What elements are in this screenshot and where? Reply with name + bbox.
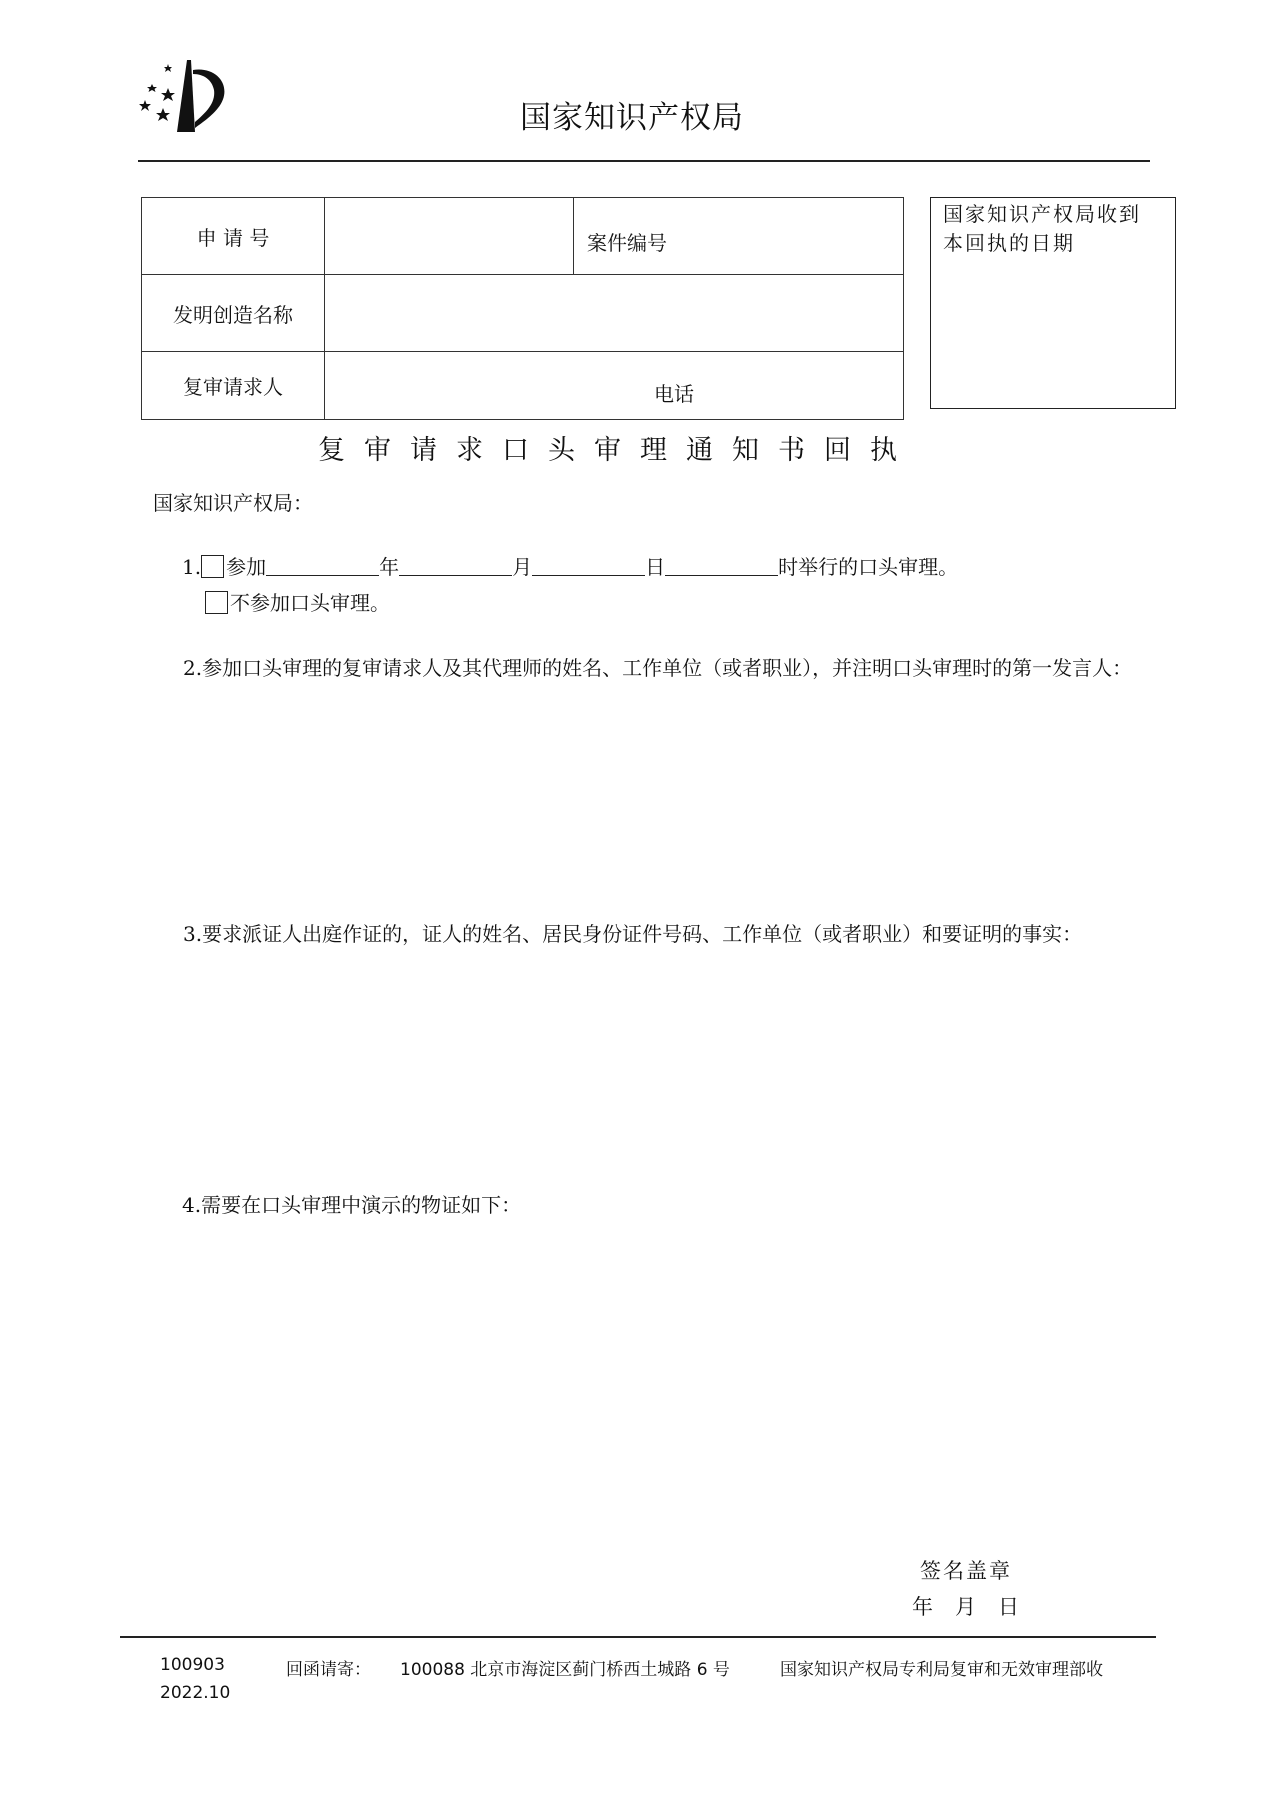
org-title: 国家知识产权局 bbox=[520, 100, 744, 136]
signature-day: 日 bbox=[998, 1595, 1019, 1619]
item4-text: 4.需要在口头审理中演示的物证如下： bbox=[182, 1193, 522, 1217]
receipt-date-label-line1: 国家知识产权局收到 bbox=[943, 202, 1141, 226]
signature-month: 月 bbox=[955, 1595, 976, 1619]
return-label: 回函请寄： bbox=[286, 1660, 371, 1680]
attend-checkbox[interactable] bbox=[201, 555, 224, 578]
invention-name-field[interactable] bbox=[325, 275, 904, 352]
case-no-label: 案件编号 bbox=[587, 230, 667, 255]
hour-suffix: 时举行的口头审理。 bbox=[778, 555, 959, 579]
year-blank[interactable] bbox=[266, 555, 379, 576]
signature-label: 签名盖章 bbox=[920, 1559, 1012, 1583]
not-attend-label: 不参加口头审理。 bbox=[230, 591, 390, 615]
cnipa-logo-icon bbox=[138, 58, 233, 132]
footer-divider bbox=[120, 1636, 1156, 1638]
salutation: 国家知识产权局： bbox=[153, 491, 313, 515]
attend-label: 参加 bbox=[226, 555, 267, 579]
day-blank[interactable] bbox=[532, 555, 645, 576]
return-recipient: 国家知识产权局专利局复审和无效审理部收 bbox=[780, 1660, 1103, 1680]
form-date: 2022.10 bbox=[160, 1683, 231, 1703]
application-no-field[interactable] bbox=[325, 198, 574, 275]
invention-name-label: 发明创造名称 bbox=[142, 275, 325, 352]
month-label: 月 bbox=[512, 555, 533, 579]
item1-number: 1. bbox=[182, 555, 202, 579]
form-code: 100903 bbox=[160, 1655, 225, 1675]
case-no-field[interactable] bbox=[574, 198, 904, 275]
document-title: 复审请求口头审理通知书回执 bbox=[318, 435, 916, 466]
hour-blank[interactable] bbox=[665, 555, 778, 576]
item3-text: 3.要求派证人出庭作证的，证人的姓名、居民身份证件号码、工作单位（或者职业）和要证明的事实： bbox=[183, 922, 1083, 946]
receipt-date-label-line2: 本回执的日期 bbox=[943, 231, 1075, 255]
return-address: 100088 北京市海淀区蓟门桥西土城路 6 号 bbox=[400, 1660, 730, 1680]
item1-not-attend-line bbox=[205, 583, 390, 623]
item1-attend-line bbox=[182, 547, 958, 587]
day-label: 日 bbox=[645, 555, 666, 579]
month-blank[interactable] bbox=[399, 555, 512, 576]
not-attend-checkbox[interactable] bbox=[205, 591, 228, 614]
application-info-table bbox=[141, 197, 904, 420]
signature-date bbox=[912, 1591, 1041, 1621]
signature-year: 年 bbox=[912, 1595, 933, 1619]
item2-text: 2.参加口头审理的复审请求人及其代理师的姓名、工作单位（或者职业），并注明口头审理时的第一发言人： bbox=[183, 656, 1133, 680]
requester-field[interactable] bbox=[325, 352, 904, 420]
year-label: 年 bbox=[379, 555, 400, 579]
requester-label: 复审请求人 bbox=[142, 352, 325, 420]
phone-label: 电话 bbox=[654, 382, 694, 406]
application-no-label: 申 请 号 bbox=[142, 198, 325, 275]
receipt-date-box[interactable] bbox=[930, 197, 1176, 409]
header-divider bbox=[138, 160, 1150, 162]
